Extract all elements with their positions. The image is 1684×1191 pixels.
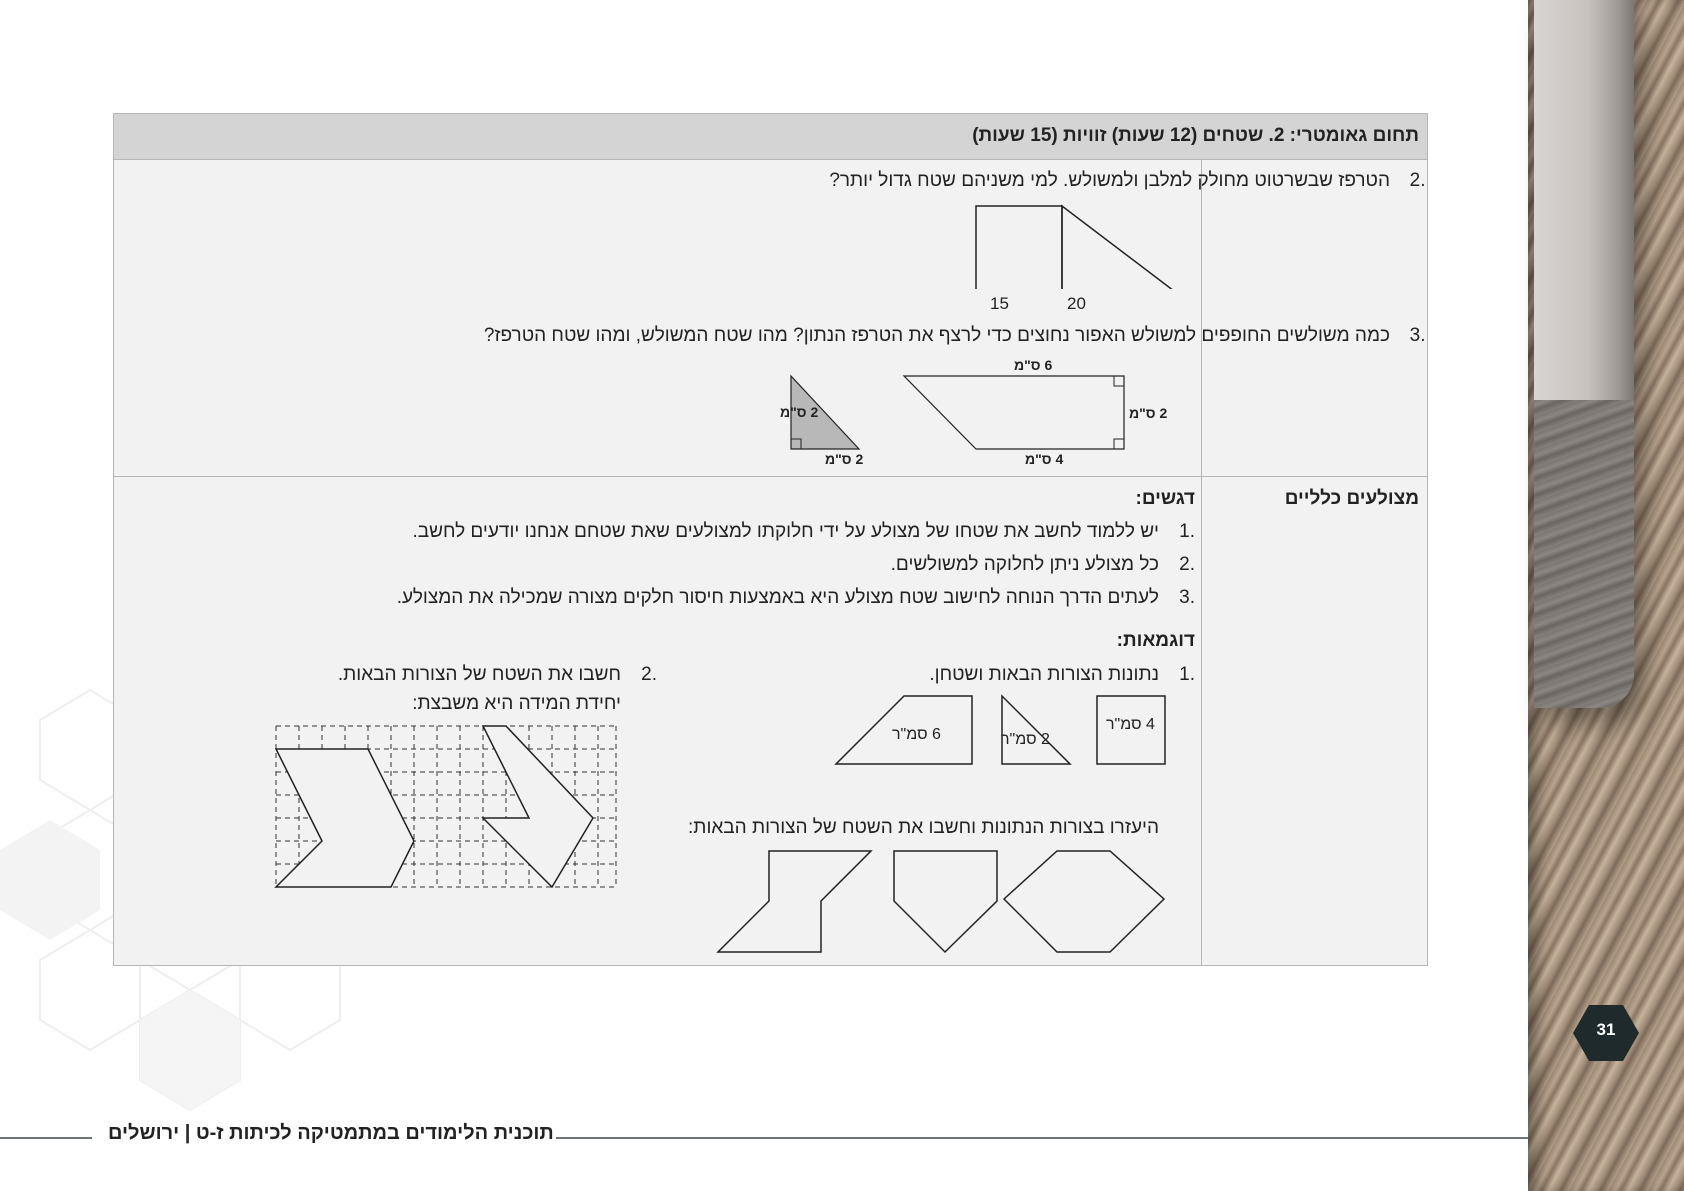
trapezoid-area-label: 6 סמ"ר xyxy=(892,726,941,743)
ex1-text: נתונות הצורות הבאות ושטחן. xyxy=(929,664,1159,685)
emphasis-2-number: .2 xyxy=(1179,554,1195,575)
emphasis-1-text: יש ללמוד לחשב את שטחו של מצולע על ידי חלוקתו למצולעים שאת שטחם אנחנו יודעים לחשב. xyxy=(412,521,1159,542)
q3-trap-top-label: 6 ס"מ xyxy=(1014,357,1053,373)
q3-number: .3 xyxy=(1409,325,1426,346)
ex2-line2: יחידת המידה היא משבצת: xyxy=(412,693,621,714)
ex2-line1: חשבו את השטח של הצורות הבאות. xyxy=(337,664,621,685)
q2-number: .2 xyxy=(1409,170,1426,191)
grid-shapes-figure xyxy=(274,724,619,889)
footer-line-left xyxy=(0,1137,92,1139)
column-divider xyxy=(1201,160,1202,966)
triangle-area-label: 2 סמ"ר xyxy=(1001,731,1050,748)
q3-tri-bottom-label: 2 ס"מ xyxy=(825,451,864,467)
side-label-general-polygons: מצולעים כלליים xyxy=(1284,488,1419,509)
row-divider xyxy=(114,476,1427,477)
emphasis-title: דגשים: xyxy=(1135,488,1195,509)
square-area-label: 4 סמ"ר xyxy=(1106,716,1155,733)
emphasis-3-text: לעתים הדרך הנוחה לחישוב שטח מצולע היא באמצעות חיסור חלקים מצורה שמכילה את המצולע. xyxy=(396,587,1159,608)
emphasis-1-number: .1 xyxy=(1179,521,1195,542)
q2-text: הטרפז שבשרטוט מחולק למלבן ולמשולש. למי משניהם שטח גדול יותר? xyxy=(829,170,1390,191)
q3-tri-side-label: 2 ס"מ xyxy=(780,404,819,420)
page-number: 31 xyxy=(1596,1020,1616,1039)
q3-trap-side-label: 2 ס"מ xyxy=(1129,405,1168,421)
composite-shapes-figure xyxy=(664,849,1189,959)
q2-label-left: 15 xyxy=(990,294,1009,313)
q3-text: כמה משולשים החופפים למשולש האפור נחוצים כדי לרצף את הטרפז הנתון? מהו שטח המשולש, ומהו שטח הטרפז? xyxy=(483,325,1390,346)
content-table xyxy=(113,113,1428,966)
gray-block-face-decoration xyxy=(1534,400,1634,708)
examples-title: דוגמאות: xyxy=(1116,630,1195,651)
q3-trap-bottom-label: 4 ס"מ xyxy=(1025,451,1064,467)
footer-line-right xyxy=(556,1137,1528,1139)
ex2-number: .2 xyxy=(641,664,657,685)
header-title: תחום גאומטרי: 2. שטחים (12 שעות) זוויות (15 שעות) xyxy=(972,125,1419,146)
trapezoid-tiling-figure xyxy=(784,354,1164,464)
emphasis-2-text: כל מצולע ניתן לחלוקה למשולשים. xyxy=(890,554,1159,575)
emphasis-3-number: .3 xyxy=(1179,587,1195,608)
q2-label-right: 20 xyxy=(1067,294,1086,313)
table-header xyxy=(114,114,1427,160)
footer-text: תוכנית הלימודים במתמטיקה לכיתות ז-ט | ירושלים xyxy=(108,1122,554,1144)
trapezoid-rectangle-triangle-figure xyxy=(961,204,1181,289)
ex1-help-text: היעזרו בצורות הנתונות וחשבו את השטח של הצורות הבאות: xyxy=(688,817,1159,838)
ex1-number: .1 xyxy=(1179,664,1195,685)
